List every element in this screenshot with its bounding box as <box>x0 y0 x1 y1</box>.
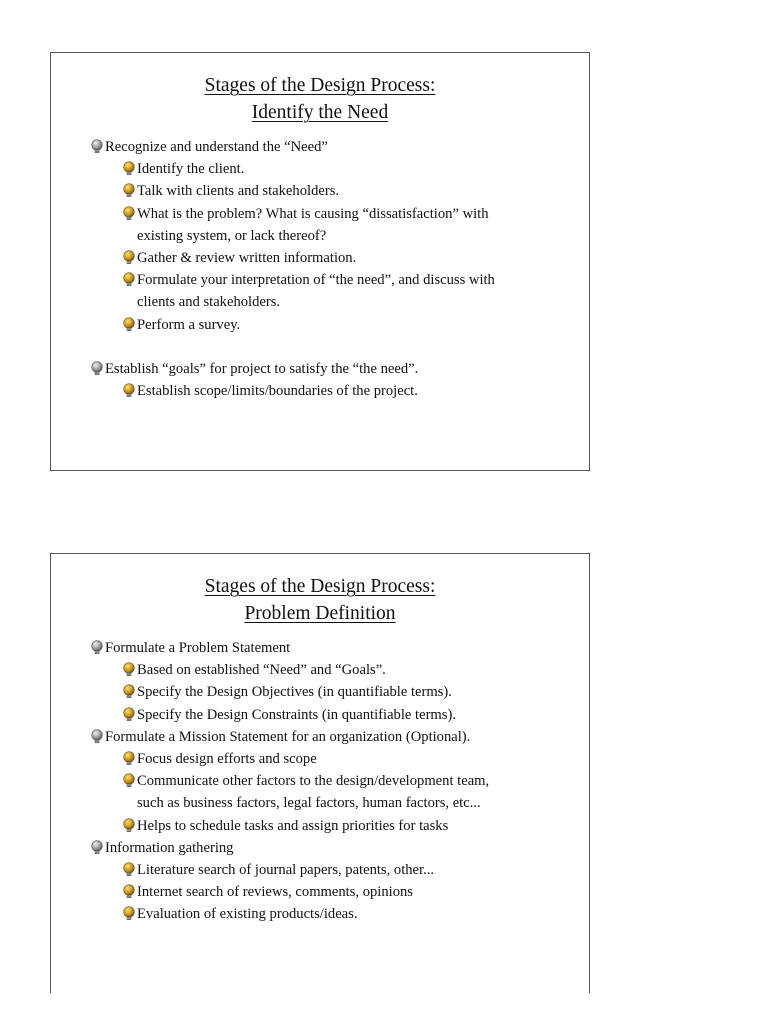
bullet-text: Establish scope/limits/boundaries of the project. <box>137 383 418 400</box>
slide-title <box>51 573 589 627</box>
lightbulb-gold-icon <box>123 751 135 767</box>
lightbulb-gold-icon <box>123 906 135 922</box>
spacer <box>51 336 589 358</box>
lightbulb-gold-icon <box>123 684 135 700</box>
lightbulb-gold-icon <box>123 884 135 900</box>
bullet-item <box>51 726 589 748</box>
lightbulb-gold-icon <box>123 317 135 333</box>
lightbulb-gray-icon <box>91 840 103 856</box>
sub-bullet-item <box>51 859 589 881</box>
bullet-item <box>51 358 589 380</box>
bullet-text: Based on established “Need” and “Goals”. <box>137 662 386 679</box>
lightbulb-gold-icon <box>123 250 135 266</box>
sub-bullet-item <box>51 681 589 703</box>
bullet-text: Formulate a Mission Statement for an organization (Optional). <box>105 728 471 745</box>
slide-title-line1: Stages of the Design Process: <box>204 75 436 96</box>
bullet-text: such as business factors, legal factors, human factors, etc... <box>137 795 481 812</box>
bullet-list <box>51 136 589 402</box>
lightbulb-gold-icon <box>123 383 135 399</box>
lightbulb-gold-icon <box>123 818 135 834</box>
bullet-text: clients and stakeholders. <box>137 294 281 311</box>
bullet-item <box>51 837 589 859</box>
bullet-text: Talk with clients and stakeholders. <box>137 183 340 200</box>
bullet-text: Identify the client. <box>137 161 245 178</box>
bullet-text: Perform a survey. <box>137 316 241 333</box>
bullet-text: Communicate other factors to the design/development team, <box>137 773 490 790</box>
lightbulb-gold-icon <box>123 707 135 723</box>
bullet-continuation <box>51 792 589 814</box>
lightbulb-gray-icon <box>91 361 103 377</box>
bullet-text: Information gathering <box>105 839 234 856</box>
bullet-continuation <box>51 291 589 313</box>
bullet-text: Gather & review written information. <box>137 250 357 267</box>
lightbulb-gold-icon <box>123 862 135 878</box>
sub-bullet-item <box>51 903 589 925</box>
lightbulb-gold-icon <box>123 662 135 678</box>
bullet-text: Specify the Design Constraints (in quantifiable terms). <box>137 706 456 723</box>
slide-problem-definition <box>50 553 590 993</box>
sub-bullet-item <box>51 247 589 269</box>
lightbulb-gold-icon <box>123 183 135 199</box>
lightbulb-gray-icon <box>91 139 103 155</box>
slide-title-line2: Problem Definition <box>244 603 396 624</box>
sub-bullet-item <box>51 180 589 202</box>
lightbulb-gold-icon <box>123 161 135 177</box>
sub-bullet-item <box>51 770 589 792</box>
sub-bullet-item <box>51 203 589 225</box>
slide-title <box>51 72 589 126</box>
bullet-text: Evaluation of existing products/ideas. <box>137 906 358 923</box>
sub-bullet-item <box>51 380 589 402</box>
sub-bullet-item <box>51 314 589 336</box>
bullet-item <box>51 136 589 158</box>
bullet-text: Helps to schedule tasks and assign priorities for tasks <box>137 817 449 834</box>
sub-bullet-item <box>51 659 589 681</box>
sub-bullet-item <box>51 815 589 837</box>
bullet-continuation <box>51 225 589 247</box>
sub-bullet-item <box>51 269 589 291</box>
lightbulb-gold-icon <box>123 773 135 789</box>
bullet-text: Focus design efforts and scope <box>137 751 317 768</box>
bullet-text: Internet search of reviews, comments, opinions <box>137 884 413 901</box>
lightbulb-gray-icon <box>91 729 103 745</box>
bullet-list <box>51 637 589 926</box>
lightbulb-gold-icon <box>123 206 135 222</box>
sub-bullet-item <box>51 158 589 180</box>
lightbulb-gold-icon <box>123 272 135 288</box>
bullet-text: What is the problem? What is causing “dissatisfaction” with <box>137 205 489 222</box>
bullet-text: Literature search of journal papers, patents, other... <box>137 862 435 879</box>
sub-bullet-item <box>51 881 589 903</box>
bullet-text: Formulate a Problem Statement <box>105 640 291 656</box>
slide-title-line2: Identify the Need <box>251 102 389 123</box>
bullet-item <box>51 637 589 659</box>
bullet-text: Specify the Design Objectives (in quantifiable terms). <box>137 684 452 701</box>
sub-bullet-item <box>51 748 589 770</box>
slide-title-line1: Stages of the Design Process: <box>204 576 436 597</box>
bullet-text: Formulate your interpretation of “the need”, and discuss with <box>137 272 495 289</box>
slide-identify-need <box>50 52 590 471</box>
lightbulb-gray-icon <box>91 640 103 656</box>
bullet-text: Establish “goals” for project to satisfy the “the need”. <box>105 360 419 377</box>
bullet-text: existing system, or lack thereof? <box>137 227 327 244</box>
bullet-text: Recognize and understand the “Need” <box>105 139 328 155</box>
sub-bullet-item <box>51 704 589 726</box>
